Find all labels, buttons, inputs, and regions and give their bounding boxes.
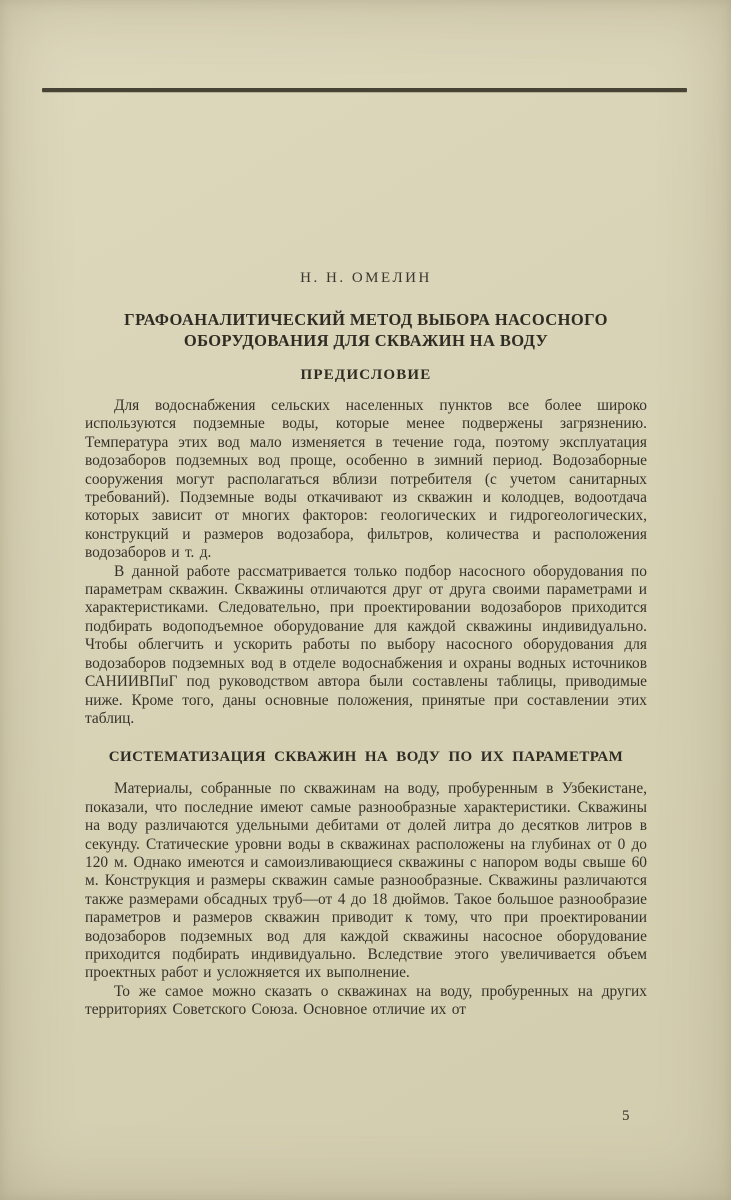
book-title: ГРАФОАНАЛИТИЧЕСКИЙ МЕТОД ВЫБОРА НАСОСНОГО ОБОРУДОВАНИЯ ДЛЯ СКВАЖИН НА ВОДУ <box>124 310 608 350</box>
author-line: Н. Н. ОМЕЛИН <box>300 270 432 286</box>
preface-heading: ПРЕДИСЛОВИЕ <box>300 367 432 383</box>
page-content <box>85 270 647 1020</box>
top-rule <box>42 88 687 92</box>
preface-paragraph-2: В данной работе рассматривается только подбор насосного оборудования по параметрам скважин. Скважины отличаются друг от друга своими параметрами и характеристиками. Следовательно, при проектировании водозаборов приходится подбирать водоподъемное оборудование для каждой скважины индивидуально. Чтобы облегчить и ускорить работы по выбору насосного оборудования для водозаборов подземных вод в отделе водоснабжения и охраны водных источников САНИИВПиГ под руководством автора были составлены таблицы, приводимые ниже. Кроме того, даны основные положения, принятые при составлении этих таблиц. <box>85 562 647 727</box>
section-paragraph-1: Материалы, собранные по скважинам на воду, пробуренным в Узбекистане, показали, что последние имеют самые разнообразные характеристики. Скважины на воду различаются удельными дебитами от долей литра до десятков литров в секунду. Статические уровни воды в скважинах расположены на глубинах от 0 до 120 м. Однако имеются и самоизливающиеся скважины с напором воды свыше 60 м. Конструкция и размеры скважин самые разнообразные. Скважины различаются также размерами обсадных труб—от 4 до 18 дюймов. Такое большое разнообразие параметров и размеров скважин приводит к тому, что при проектировании водозаборов подземных вод для каждой скважины насосное оборудование приходится подбирать индивидуально. Вследствие этого увеличивается объем проектных работ и усложняется их выполнение. <box>85 780 647 982</box>
section-heading: СИСТЕМАТИЗАЦИЯ СКВАЖИН НА ВОДУ ПО ИХ ПАРАМЕТРАМ <box>108 749 624 766</box>
page-number: 5 <box>622 1108 630 1124</box>
preface-paragraph-1: Для водоснабжения сельских населенных пунктов все более широко используются подземные воды, которые менее подвержены загрязнению. Температура этих вод мало изменяется в течение года, поэтому эксплуатация водозаборов подземных вод проще, особенно в зимний период. Водозаборные сооружения могут располагаться вблизи потребителя (с учетом санитарных требований). Подземные воды откачивают из скважин и колодцев, водоотдача которых зависит от многих факторов: геологических и гидрогеологических, конструкций и размеров водозабора, фильтров, количества и расположения водозаборов и т. д. <box>85 397 647 562</box>
section-paragraph-2: То же самое можно сказать о скважинах на воду, пробуренных на других территориях Советского Союза. Основное отличие их от <box>85 982 647 1019</box>
